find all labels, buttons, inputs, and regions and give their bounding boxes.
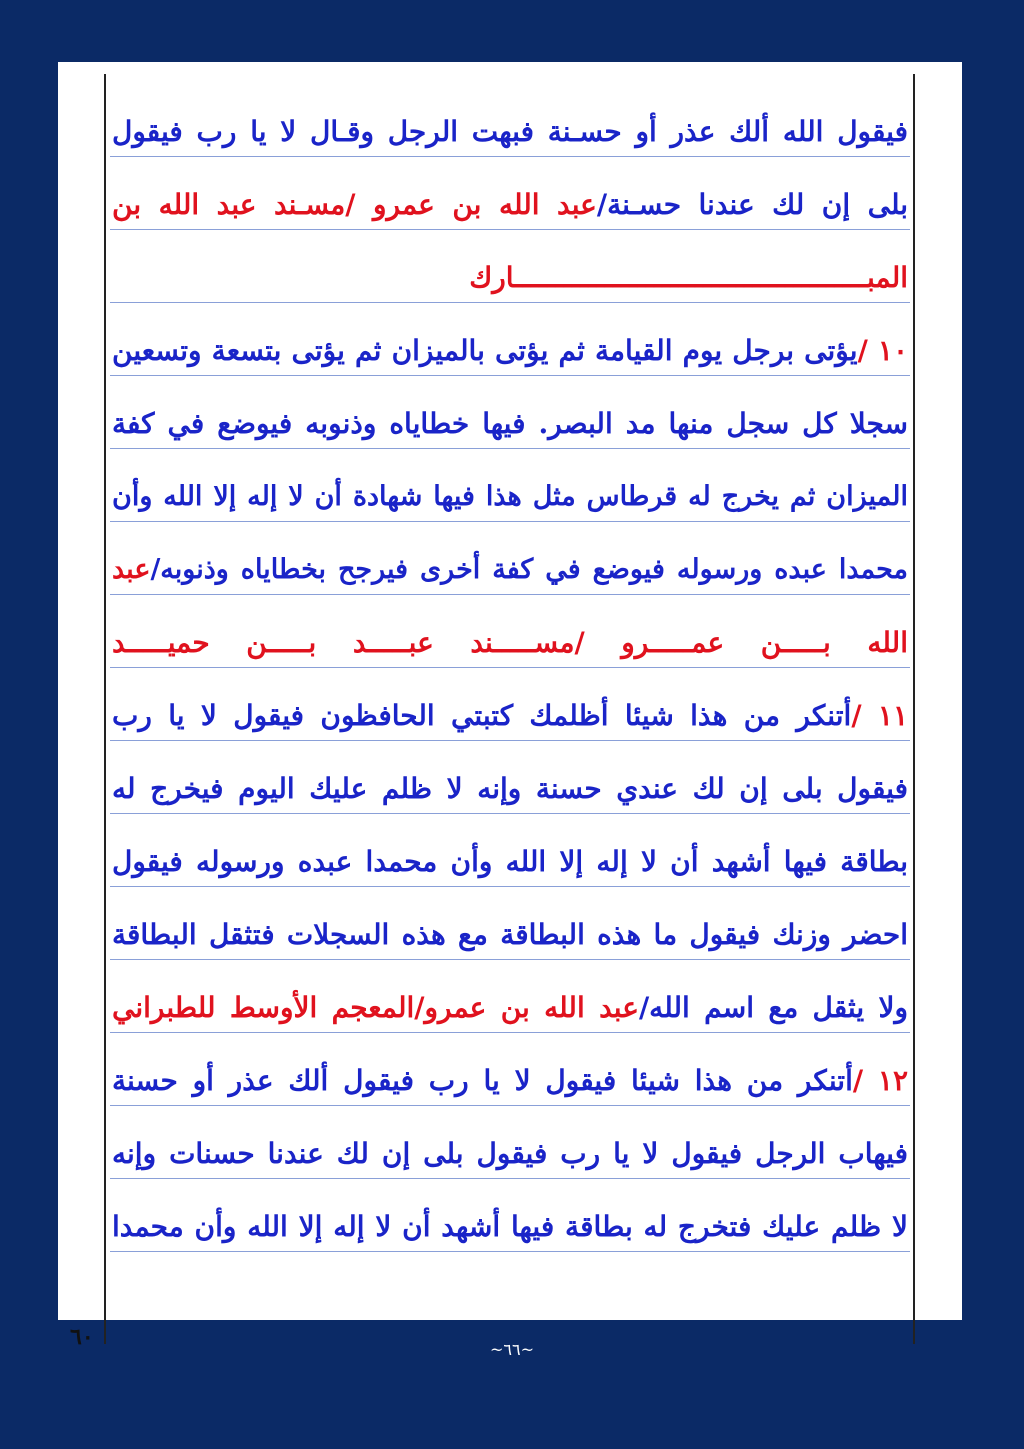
line-text [112, 331, 908, 371]
hadith-text: يؤتى برجل يوم القيامة ثم يؤتى بالميزان ثم يؤتى بتسعة وتسعين [112, 334, 858, 367]
line-text [112, 550, 908, 590]
hadith-text: فيقول بلى إن لك عندي حسنة وإنه لا ظلم عليك اليوم فيخرج له [112, 772, 908, 805]
line-text [112, 915, 908, 955]
source-citation: ١٠ / [857, 334, 908, 367]
hadith-text: الميزان ثم يخرج له قرطاس مثل هذا فيها شهادة أن لا إله إلا الله وأن [112, 481, 908, 512]
line-text [112, 1134, 908, 1174]
line-text [112, 185, 908, 225]
hadith-text: احضر وزنك فيقول ما هذه البطاقة مع هذه السجلات فتثقل البطاقة [112, 918, 908, 951]
line-text [112, 696, 908, 736]
source-citation: ١٢ / [852, 1064, 908, 1097]
source-citation: المبـــــــــــــــــــــــــــــــــــــــــــارك [469, 261, 908, 294]
hadith-text: ولا يثقل مع اسم الله/ [638, 991, 909, 1024]
hadith-text: أتنكر من هذا شيئا فيقول لا يا رب فيقول ألك عذر أو حسنة [112, 1064, 853, 1097]
line-text [112, 1061, 908, 1101]
hadith-text: سجلا كل سجل منها مد البصر. فيها خطاياه وذنوبه فيوضع في كفة [112, 407, 908, 440]
text-line [110, 376, 910, 449]
hadith-text: أتنكر من هذا شيئا أظلمك كتبتي الحافظون فيقول لا يا رب [112, 699, 852, 732]
source-citation: الله بـــــن عمـــــرو /مســـــند عبـــــد بـــــن حميـــــد [112, 626, 908, 659]
line-text [112, 769, 908, 809]
hadith-text: فيهاب الرجل فيقول لا يا رب فيقول بلى إن لك عندنا حسنات وإنه [112, 1137, 908, 1170]
text-line [110, 230, 910, 303]
text-line [110, 1106, 910, 1179]
text-line [110, 303, 910, 376]
hadith-text: بلى إن لك عندنا حسـنة/ [596, 188, 909, 221]
hadith-text: فيقول الله ألك عذر أو حسـنة فبهت الرجل وقـال لا يا رب فيقول [112, 115, 908, 148]
line-text [112, 404, 908, 444]
text-line [110, 157, 910, 230]
hadith-text: لا ظلم عليك فتخرج له بطاقة فيها أشهد أن لا إله إلا الله وأن محمدا [112, 1210, 908, 1243]
footer-page-number: ~٦٦~ [490, 1340, 534, 1359]
text-line [110, 814, 910, 887]
source-citation: عبد الله بن عمرو /مسـند عبد الله بن [112, 188, 597, 221]
line-text [112, 1207, 908, 1247]
source-citation: ١١ / [851, 699, 908, 732]
line-text [112, 112, 908, 152]
text-line [110, 960, 910, 1033]
text-line [110, 887, 910, 960]
inner-page-number: ٦٠ [70, 1324, 94, 1350]
line-text [112, 258, 908, 298]
line-text [112, 623, 908, 663]
text-line [110, 1033, 910, 1106]
line-text [112, 842, 908, 882]
text-lines [110, 84, 910, 1252]
text-line [110, 84, 910, 157]
right-margin-rule [913, 74, 915, 1344]
text-line [110, 741, 910, 814]
hadith-text: بطاقة فيها أشهد أن لا إله إلا الله وأن محمدا عبده ورسوله فيقول [112, 845, 908, 878]
text-line [110, 522, 910, 595]
source-citation: عبد [112, 554, 151, 585]
text-line [110, 449, 910, 522]
line-text [112, 988, 908, 1028]
text-line [110, 668, 910, 741]
source-citation: عبد الله بن عمرو/المعجم الأوسط للطبراني [112, 991, 639, 1024]
text-line [110, 1179, 910, 1252]
hadith-text: محمدا عبده ورسوله فيوضع في كفة أخرى فيرجح بخطاياه وذنوبه/ [150, 554, 908, 585]
left-margin-rule [104, 74, 106, 1344]
line-text [112, 477, 908, 517]
text-line [110, 595, 910, 668]
